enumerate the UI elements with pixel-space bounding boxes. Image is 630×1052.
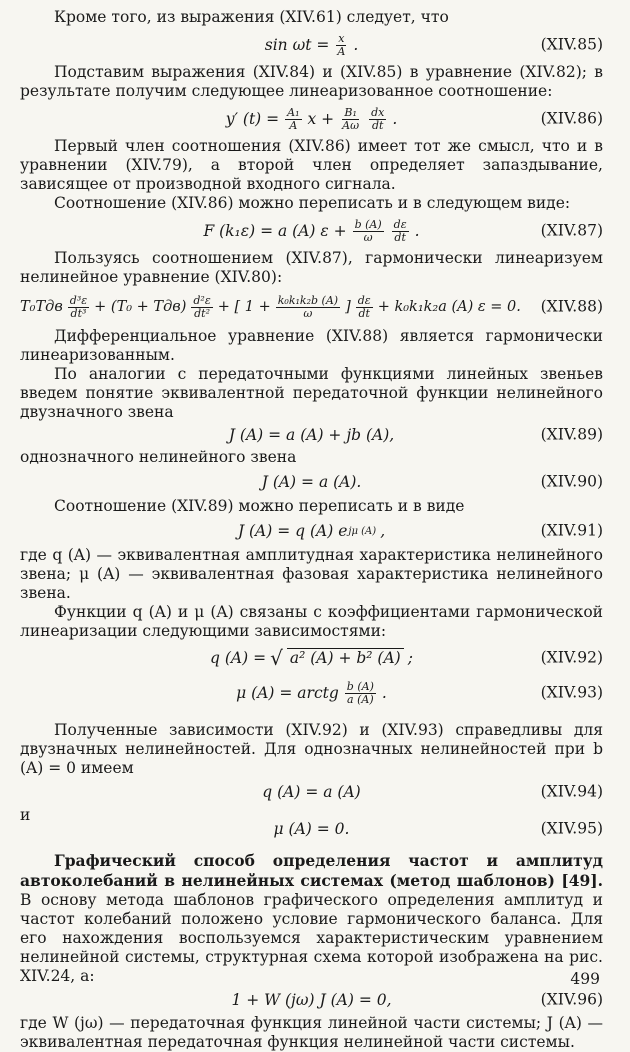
eq-body: μ (A) = 0. <box>273 819 350 838</box>
eq-lhs: F (k₁ε) = a (A) ε + <box>203 221 347 240</box>
frac-den: a (A) <box>347 692 374 706</box>
paragraph: где q (A) — эквивалентная амплитудная характеристика нелинейного звена; μ (A) — эквивалентная фазовая характеристика нелинейного звена. <box>20 546 603 602</box>
eq-term: + k₀k₁k₂a (A) ε = 0. <box>377 298 521 315</box>
fraction <box>276 295 340 320</box>
frac-den: Aω <box>342 118 360 132</box>
equation-number: (XIV.86) <box>540 109 603 128</box>
equation-xiv-93 <box>20 675 603 711</box>
frac-num: d²ε <box>193 293 211 307</box>
equation-number: (XIV.92) <box>540 648 603 667</box>
frac-num: b (A) <box>354 217 382 231</box>
equation-xiv-90 <box>20 467 603 497</box>
frac-den: A <box>289 118 298 132</box>
frac-num: x <box>338 31 345 45</box>
eq-body: J (A) = a (A) + jb (A), <box>228 425 395 444</box>
eq-term: + [ 1 + <box>217 298 271 315</box>
spacer <box>20 711 603 721</box>
frac-den: dt³ <box>70 306 87 320</box>
eq-tail: . <box>414 221 420 240</box>
frac-den: dt <box>371 118 384 132</box>
paragraph: однозначного нелинейного звена <box>20 448 297 466</box>
equation-number: (XIV.94) <box>540 782 603 801</box>
sqrt-sign: √ <box>270 645 283 670</box>
paragraph: Дифференциальное уравнение (XIV.88) является гармонически линеаризованным. <box>20 327 603 364</box>
eq-tail: , <box>380 521 386 540</box>
eq-term: ] <box>345 298 351 315</box>
page-content <box>20 8 603 1052</box>
fraction <box>356 295 373 320</box>
equation-number: (XIV.96) <box>540 990 603 1009</box>
fraction <box>340 107 361 132</box>
paragraph: Соотношение (XIV.86) можно переписать и в следующем виде: <box>54 194 571 212</box>
fraction <box>68 295 89 320</box>
equation-xiv-91 <box>20 516 603 546</box>
eq-term: + (T₀ + Tдв) <box>94 298 187 315</box>
frac-num: b (A) <box>346 679 374 693</box>
equation-xiv-94 <box>20 778 603 806</box>
equation-number: (XIV.95) <box>540 819 603 838</box>
frac-den: ω <box>303 306 313 320</box>
paragraph: и <box>20 806 31 824</box>
paragraph: Кроме того, из выражения (XIV.61) следует, что <box>54 8 449 26</box>
frac-den: dt <box>394 230 406 244</box>
paragraph: Функции q (A) и μ (A) связаны с коэффициентами гармонической линеаризации следующими зависимостями: <box>20 603 603 640</box>
spacer <box>20 841 603 851</box>
frac-num: dε <box>393 217 407 231</box>
eq-lhs: q (A) = <box>210 648 267 667</box>
eq-body: J (A) = q (A) e <box>237 521 348 540</box>
equation-xiv-95 <box>20 817 603 841</box>
frac-num: B₁ <box>344 105 357 119</box>
frac-num: dx <box>371 105 385 119</box>
eq-tail: . <box>381 683 387 702</box>
eq-term: x + <box>307 109 335 128</box>
equation-number: (XIV.87) <box>540 221 603 240</box>
eq-body: q (A) = a (A) <box>262 782 361 801</box>
eq-lhs: y′ (t) = <box>225 109 280 128</box>
page-number: 499 <box>570 970 600 988</box>
equation-number: (XIV.91) <box>540 521 603 540</box>
equation-xiv-85 <box>20 27 603 63</box>
paragraph: Соотношение (XIV.89) можно переписать и в виде <box>54 497 465 515</box>
paragraph: Пользуясь соотношением (XIV.87), гармонически линеаризуем нелинейное уравнение (XIV.80): <box>20 249 603 286</box>
eq-lhs: μ (A) = arctg <box>236 683 339 702</box>
frac-den: A <box>337 44 346 58</box>
fraction <box>392 219 409 244</box>
paragraph: Первый член соотношения (XIV.86) имеет тот же смысл, что и в уравнении (XIV.79), а второй член определяет запаздывание, зависящее от производной входного сигнала. <box>20 137 603 193</box>
paragraph-text: В основу метода шаблонов графического определения амплитуд и частот колебаний положено условие гармонического баланса. Для его нахождения воспользуемся характеристическим уравнением нелинейной системы, структурная схема которой изображена на рис. XIV.24, а: <box>20 891 603 985</box>
equation-xiv-88 <box>20 287 603 327</box>
equation-xiv-87 <box>20 213 603 249</box>
paragraph: Подставим выражения (XIV.84) и (XIV.85) в уравнение (XIV.82); в результате получим следующее линеаризованное соотношение: <box>20 63 603 100</box>
fraction <box>369 107 386 132</box>
eq-tail: ; <box>407 648 413 667</box>
sqrt-body: a² (A) + b² (A) <box>287 648 404 668</box>
frac-den: dt <box>358 306 370 320</box>
section-paragraph <box>20 851 603 986</box>
frac-num: A₁ <box>287 105 300 119</box>
eq-body: J (A) = a (A). <box>261 472 362 491</box>
eq-superscript: jμ (A) <box>348 525 377 537</box>
frac-num: k₀k₁k₂b (A) <box>277 293 339 307</box>
paragraph: где W (jω) — передаточная функция линейной части системы; J (A) — эквивалентная передаточная функция нелинейной части системы. <box>20 1014 603 1051</box>
eq-tail: . <box>392 109 398 128</box>
paragraph: По аналогии с передаточными функциями линейных звеньев введем понятие эквивалентной передаточной функции нелинейного двузначного звена <box>20 365 603 421</box>
equation-number: (XIV.90) <box>540 472 603 491</box>
eq-tail: . <box>353 35 359 54</box>
equation-number: (XIV.88) <box>540 297 603 316</box>
frac-den: ω <box>363 230 373 244</box>
eq-term: T₀Tдв <box>20 298 63 315</box>
paragraph: Полученные зависимости (XIV.92) и (XIV.93) справедливы для двузначных нелинейностей. Для однозначных нелинейностей при b (A) = 0 имеем <box>20 721 603 777</box>
fraction <box>191 295 212 320</box>
frac-num: dε <box>357 293 371 307</box>
equation-number: (XIV.89) <box>540 425 603 444</box>
equation-number: (XIV.93) <box>540 683 603 702</box>
eq-body: 1 + W (jω) J (A) = 0, <box>231 990 392 1009</box>
equation-number: (XIV.85) <box>540 35 603 54</box>
equation-xiv-86 <box>20 101 603 137</box>
eq-lhs: sin ωt = <box>264 35 330 54</box>
frac-den: dt² <box>194 306 210 320</box>
fraction <box>335 33 347 58</box>
equation-xiv-92 <box>20 641 603 675</box>
fraction <box>285 107 301 132</box>
equation-xiv-89 <box>20 422 603 448</box>
frac-num: d³ε <box>69 293 88 307</box>
fraction <box>345 681 376 706</box>
section-heading: Графический способ определения частот и амплитуд автоколебаний в нелинейных системах (метод шаблонов) [49]. <box>20 851 603 890</box>
fraction <box>353 219 384 244</box>
